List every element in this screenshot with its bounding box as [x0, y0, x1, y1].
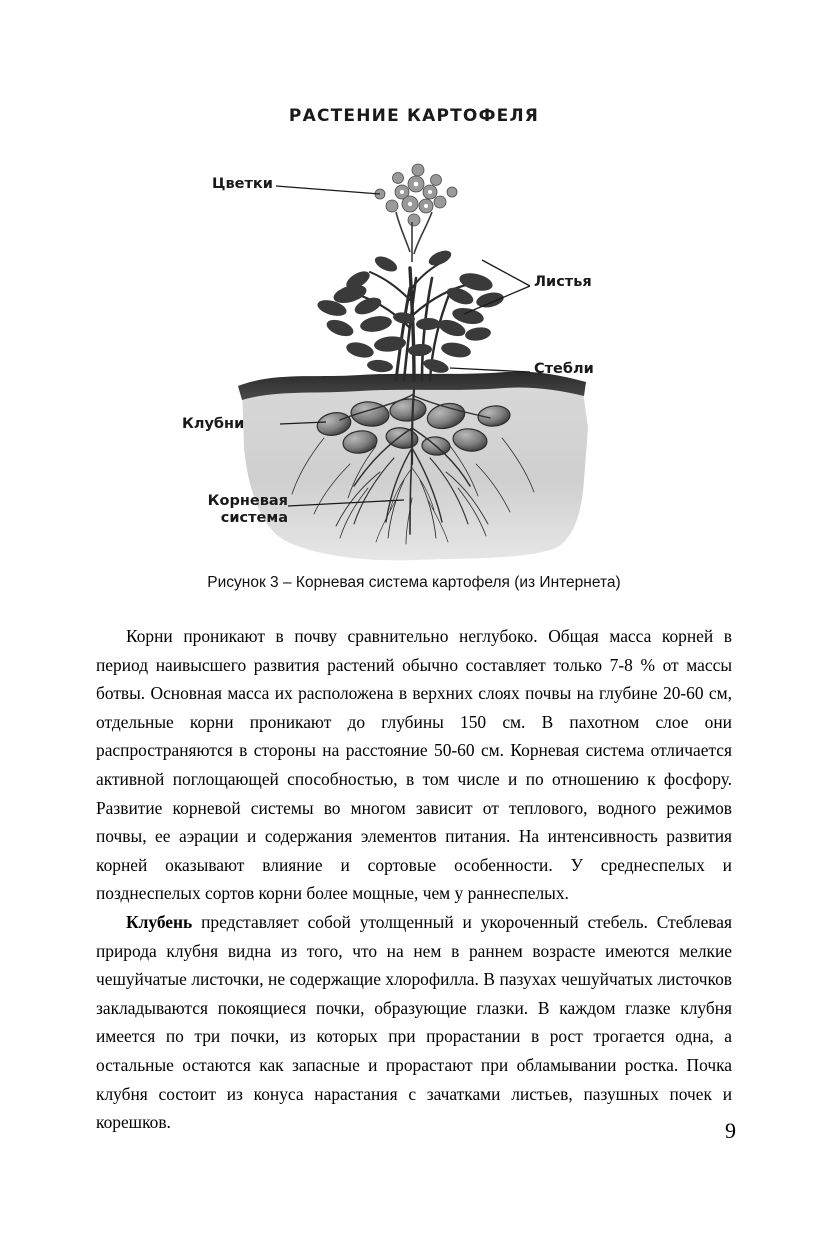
label-flowers: Цветки [212, 176, 273, 192]
figure-potato-plant [0, 96, 828, 576]
paragraph-tuber-lead: Клубень [126, 911, 193, 932]
figure-caption: Рисунок 3 – Корневая система картофеля (из Интернета) [207, 574, 621, 591]
page-number: 9 [725, 1118, 736, 1143]
label-leaves: Листья [534, 274, 592, 290]
label-root-system [164, 493, 288, 526]
body-text [96, 622, 732, 1137]
flowers-cluster [375, 164, 457, 226]
label-root-system-line2: система [220, 509, 288, 526]
paragraph-tuber [96, 908, 732, 1137]
label-stems: Стебли [534, 361, 594, 377]
paragraph-tuber-rest: представляет собой утолщенный и укороченный стебель. Стеблевая природа клубня видна из того, что на нем в раннем возрасте имеются мелкие чешуйчатые листочки, не содержащие хлорофилла. В пазухах чешуйчатых листочков закладываются покоящиеся почки, образующие глазки. В каждом глазке клубня имеется по три почки, из которых при прорастании в рост трогается одна, а остальные остаются как запасные и прорастают при обламывании ростка. Почка клубня состоит из конуса нарастания с зачатками листьев, пазушных почек и корешков. [96, 911, 732, 1133]
potato-plant-illustration [164, 128, 664, 568]
figure-title: РАСТЕНИЕ КАРТОФЕЛЯ [288, 106, 540, 126]
label-tubers: Клубни [182, 416, 245, 432]
label-root-system-line1: Корневая [207, 493, 288, 509]
paragraph-roots: Корни проникают в почву сравнительно неглубоко. Общая масса корней в период наивысшего развития растений обычно составляет только 7-8 % от массы ботвы. Основная масса их расположена в верхних слоях почвы на глубине 20-60 см, отдельные корни проникают до глубины 150 см. В пахотном слое они распространяются в стороны на расстояние 50-60 см. Корневая система отличается активной поглощающей способностью, в том числе и по отношению к фосфору. Развитие корневой системы во многом зависит от теплового, водного режимов почвы, ее аэрации и содержания элементов питания. На интенсивность развития корней оказывают влияние и сортовые особенности. У среднеспелых и позднеспелых сортов корни более мощные, чем у раннеспелых. [96, 626, 732, 904]
